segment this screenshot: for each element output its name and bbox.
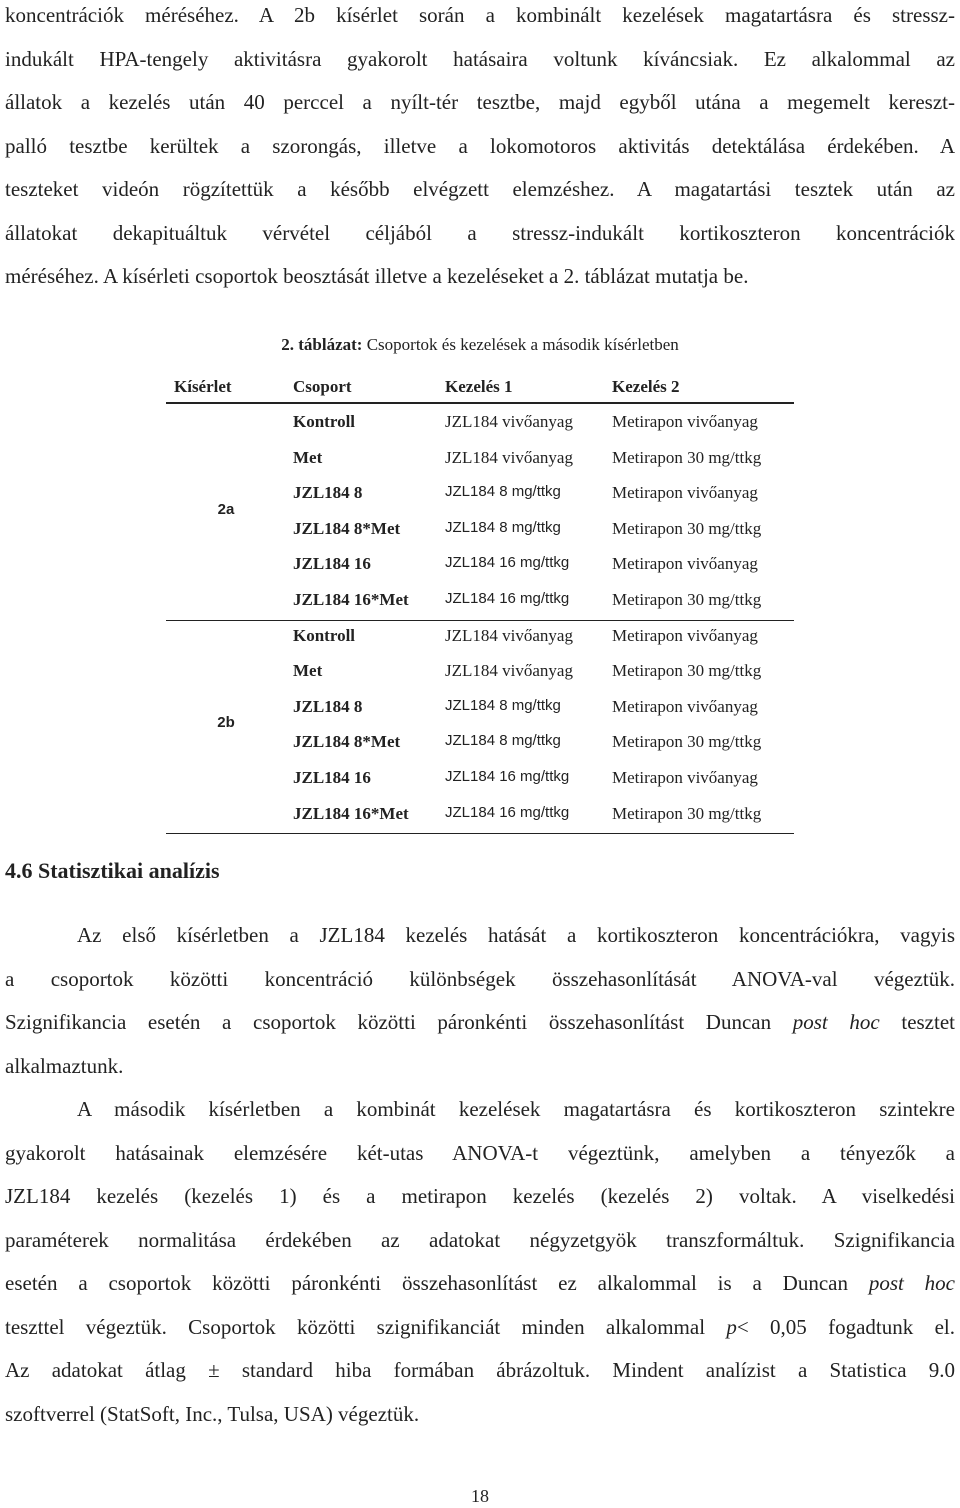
text-line: koncentrációk méréséhez. A 2b kísérlet során a kombinált kezelések magatartásra és stressz- xyxy=(5,3,955,27)
text-span: Az első kísérletben a JZL184 kezelés hatását a kortikoszteron koncentrációkra, vagyis xyxy=(77,923,955,947)
text-line xyxy=(5,914,955,958)
table-caption-text: Csoportok és kezelések a második kísérletben xyxy=(362,335,679,354)
cell-treatment2: Metirapon 30 mg/ttkg xyxy=(612,518,762,538)
cell-treatment2: Metirapon 30 mg/ttkg xyxy=(612,732,762,752)
cell-treatment2: Metirapon 30 mg/ttkg xyxy=(612,447,762,467)
text-line xyxy=(5,1306,955,1350)
cell-treatment2: Metirapon 30 mg/ttkg xyxy=(612,803,762,823)
text-line: méréséhez. A kísérleti csoportok beosztását illetve a kezeléseket a 2. táblázat mutatja be. xyxy=(5,264,749,288)
text-span: Szignifikancia esetén a csoportok közötti páronkénti összehasonlítást Duncan xyxy=(5,1010,793,1034)
cell-treatment1: JZL184 vivőanyag xyxy=(445,625,573,645)
text-line xyxy=(5,1262,955,1306)
text-span: teszttel végeztük. Csoportok közötti szignifikanciát minden alkalommal xyxy=(5,1314,727,1339)
page-number: 18 xyxy=(471,1486,489,1506)
cell-treatment1: JZL184 16 mg/ttkg xyxy=(445,803,570,821)
cell-treatment1: JZL184 16 mg/ttkg xyxy=(445,590,570,607)
cell-group: JZL184 16*Met xyxy=(293,803,409,823)
cell-treatment1: JZL184 vivőanyag xyxy=(445,661,573,681)
cell-treatment2: Metirapon 30 mg/ttkg xyxy=(612,661,762,681)
intro-paragraph xyxy=(5,0,955,299)
cell-group: JZL184 16*Met xyxy=(293,590,409,609)
italic-term: post hoc xyxy=(868,1271,956,1295)
italic-term: p xyxy=(726,1314,737,1339)
text-line: indukált HPA-tengely aktivitásra gyakorolt hatásaira voltunk kíváncsiak. Ez alkalommal az xyxy=(5,46,955,71)
text-line xyxy=(5,1088,955,1132)
experiment-label: 2a xyxy=(217,500,235,518)
cell-treatment2: Metirapon vivőanyag xyxy=(612,483,758,503)
table-row xyxy=(166,477,794,512)
text-line: a csoportok közötti koncentráció különbségek összehasonlítását ANOVA-val végeztük. xyxy=(5,966,955,991)
header-experiment: Kísérlet xyxy=(174,377,232,396)
text-span: tesztet xyxy=(879,1010,955,1034)
cell-treatment2: Metirapon vivőanyag xyxy=(612,412,758,431)
cell-treatment1: JZL184 8 mg/ttkg xyxy=(445,518,561,536)
table-row xyxy=(166,726,794,761)
table-header xyxy=(166,372,794,404)
cell-treatment1: JZL184 vivőanyag xyxy=(445,447,573,467)
stats-paragraph-2 xyxy=(5,1088,955,1436)
text-line: állatok a kezelés után 40 perccel a nyílt-tér tesztbe, majd egyből utána a megemelt kereszt- xyxy=(5,90,955,114)
header-treatment1: Kezelés 1 xyxy=(445,377,513,396)
text-span: < 0,05 fogadtunk el. xyxy=(736,1314,955,1339)
table-row xyxy=(166,513,794,548)
table-row xyxy=(166,620,794,655)
cell-treatment2: Metirapon vivőanyag xyxy=(612,768,758,787)
cell-group: JZL184 8*Met xyxy=(293,518,401,538)
cell-group: Met xyxy=(293,447,323,467)
header-group: Csoport xyxy=(293,377,352,396)
text-line: palló tesztbe kerültek a szorongás, illetve a lokomotoros aktivitás detektálása érdekében. A xyxy=(5,133,955,158)
cell-group: Met xyxy=(293,661,323,681)
text-line: Az adatokat átlag ± standard hiba formában ábrázoltuk. Mindent analízist a Statistica 9.0 xyxy=(5,1358,955,1382)
table-row xyxy=(166,655,794,690)
table-row xyxy=(166,584,794,619)
cell-group: Kontroll xyxy=(293,625,356,645)
cell-group: JZL184 8 xyxy=(293,483,363,503)
text-span: esetén a csoportok közötti páronkénti összehasonlítást ez alkalommal is a Duncan xyxy=(5,1271,869,1295)
cell-treatment2: Metirapon 30 mg/ttkg xyxy=(612,590,762,609)
experiment-label: 2b xyxy=(217,714,235,732)
table-row xyxy=(166,406,794,441)
cell-treatment2: Metirapon vivőanyag xyxy=(612,696,758,716)
cell-group: JZL184 16 xyxy=(293,554,371,574)
text-line xyxy=(5,1001,955,1045)
table-rule xyxy=(166,833,794,834)
table-caption-label: 2. táblázat: xyxy=(281,335,363,354)
table-row xyxy=(166,548,794,583)
cell-treatment1: JZL184 8 mg/ttkg xyxy=(445,696,561,714)
text-line: állatokat dekapituáltuk vérvétel céljából a stressz-indukált kortikoszteron koncentrációk xyxy=(5,220,955,245)
cell-treatment2: Metirapon vivőanyag xyxy=(612,625,758,645)
cell-group: Kontroll xyxy=(293,412,356,431)
header-treatment2: Kezelés 2 xyxy=(612,377,680,396)
cell-group: JZL184 8*Met xyxy=(293,732,401,752)
cell-treatment1: JZL184 8 mg/ttkg xyxy=(445,483,561,501)
cell-group: JZL184 8 xyxy=(293,696,363,716)
stats-paragraph-1 xyxy=(5,914,955,1088)
cell-treatment1: JZL184 16 mg/ttkg xyxy=(445,768,570,785)
cell-treatment1: JZL184 8 mg/ttkg xyxy=(445,732,561,750)
text-line: teszteket videón rögzítettük a később elvégzett elemzéshez. A magatartási tesztek után az xyxy=(5,177,955,201)
text-span: A második kísérletben a kombinát kezelések magatartásra és kortikoszteron szintekre xyxy=(77,1097,955,1121)
cell-group: JZL184 16 xyxy=(293,768,371,787)
table-row xyxy=(166,442,794,477)
cell-treatment1: JZL184 vivőanyag xyxy=(445,412,573,431)
text-line: JZL184 kezelés (kezelés 1) és a metirapon kezelés (kezelés 2) voltak. A viselkedési xyxy=(5,1184,955,1208)
table-row xyxy=(166,691,794,726)
table-caption xyxy=(0,335,960,355)
cell-treatment1: JZL184 16 mg/ttkg xyxy=(445,554,570,572)
cell-treatment2: Metirapon vivőanyag xyxy=(612,554,758,574)
table-row xyxy=(166,762,794,797)
italic-term: post hoc xyxy=(792,1010,880,1034)
section-heading: 4.6 Statisztikai analízis xyxy=(5,858,220,883)
text-line: alkalmaztunk. xyxy=(5,1053,124,1078)
table-row xyxy=(166,798,794,833)
text-line: gyakorolt hatásainak elemzésére két-utas ANOVA-t végeztünk, amelyben a tényezők a xyxy=(5,1140,955,1165)
text-line: szoftverrel (StatSoft, Inc., Tulsa, USA) végeztük. xyxy=(5,1401,420,1426)
text-line: paraméterek normalitása érdekében az adatokat négyzetgyök transzformáltuk. Szignifikancia xyxy=(5,1227,955,1252)
